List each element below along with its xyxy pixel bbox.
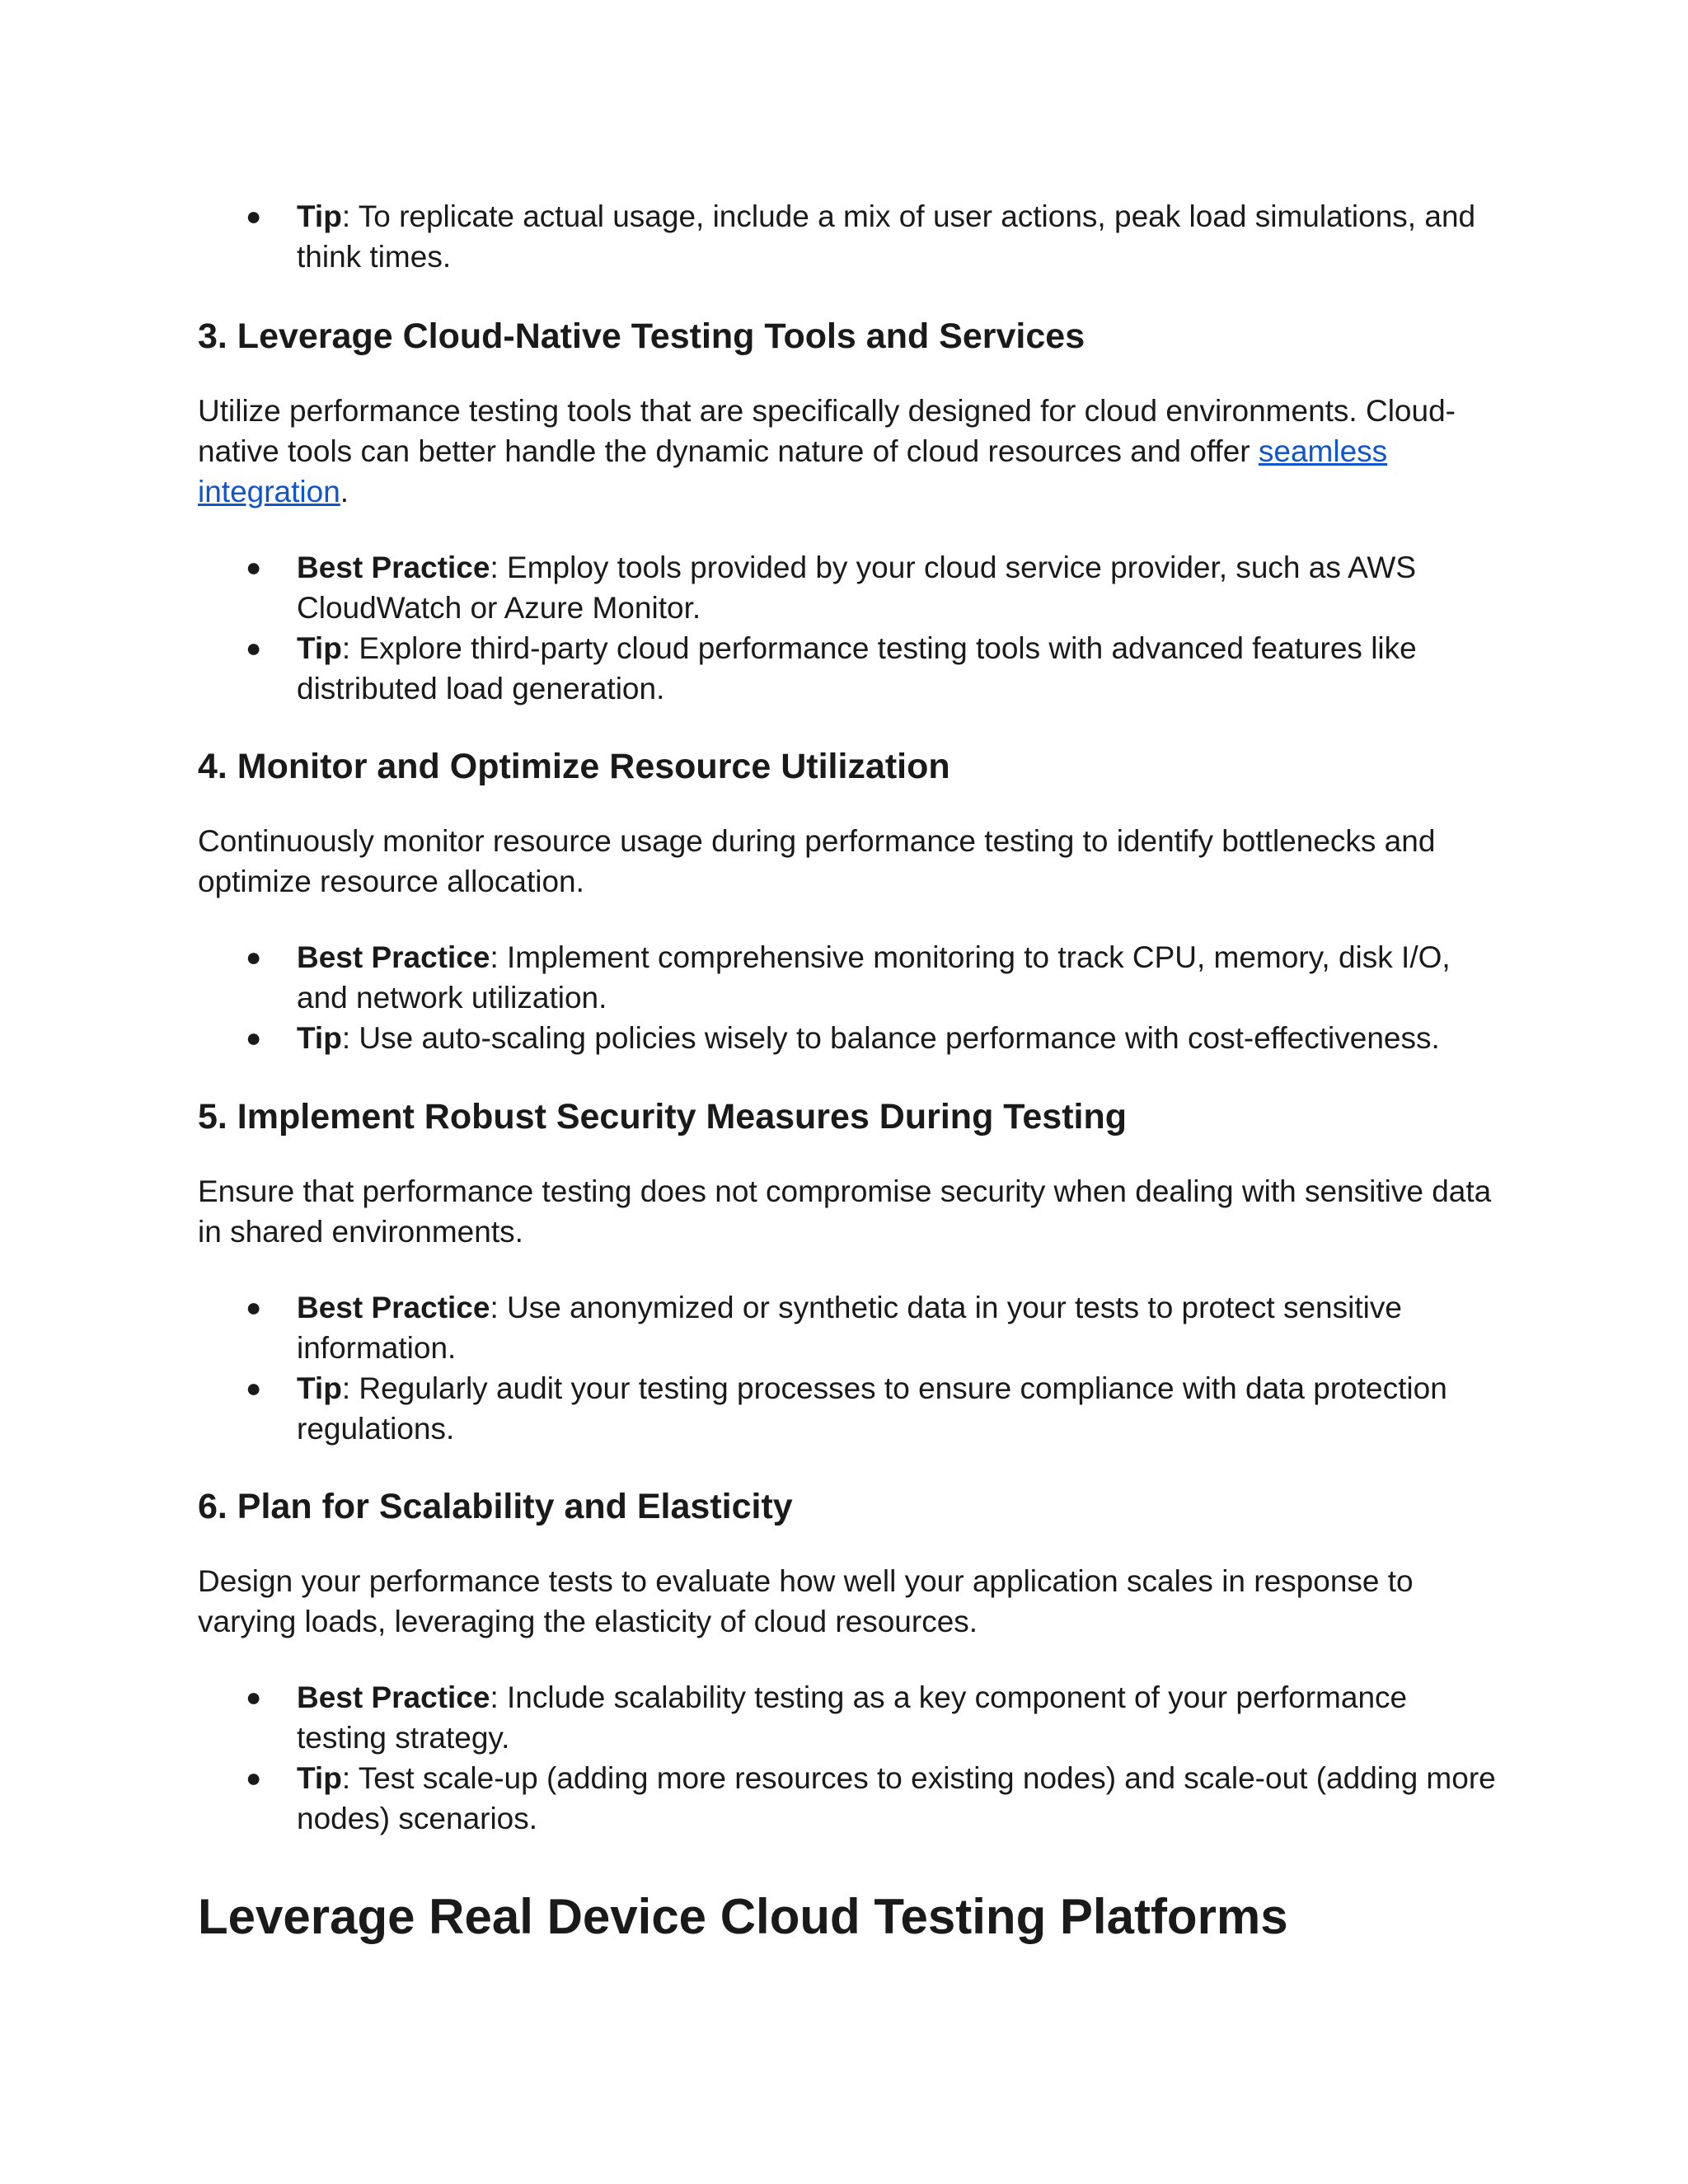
list-item <box>198 1677 1500 1758</box>
list-item <box>198 1758 1500 1839</box>
section-4-bullet-list <box>198 937 1500 1058</box>
section-3-bullet-list <box>198 547 1500 709</box>
list-item <box>198 1018 1500 1058</box>
bullet-icon: ● <box>246 633 262 663</box>
bullet-text: : Regularly audit your testing processes to ensure compliance with data protection regulations. <box>297 1371 1447 1446</box>
section-paragraph-5: Ensure that performance testing does not compromise security when dealing with sensitive data in shared environments. <box>198 1174 1492 1249</box>
list-item <box>198 628 1500 709</box>
list-item <box>198 937 1500 1018</box>
section-heading-6: 6. Plan for Scalability and Elasticity <box>198 1487 793 1526</box>
section-paragraph-6: Design your performance tests to evaluate how well your application scales in response to varying loads, leveraging the elasticity of cloud resources. <box>198 1564 1414 1638</box>
intro-bullet-list <box>198 196 1500 277</box>
bullet-label: Tip <box>297 1761 342 1795</box>
bullet-text: : To replicate actual usage, include a mix of user actions, peak load simulations, and think times. <box>297 199 1476 274</box>
list-item <box>198 1287 1500 1368</box>
bullet-icon: ● <box>246 1763 262 1793</box>
bullet-text: : Use anonymized or synthetic data in your tests to protect sensitive information. <box>297 1291 1402 1365</box>
bullet-label: Tip <box>297 1371 342 1405</box>
list-item <box>198 547 1500 628</box>
bullet-icon: ● <box>246 552 262 582</box>
paragraph-text-end: . <box>340 475 349 509</box>
section-paragraph-3 <box>198 391 1500 512</box>
section-heading-4: 4. Monitor and Optimize Resource Utilization <box>198 747 950 786</box>
section-heading-3: 3. Leverage Cloud-Native Testing Tools and Services <box>198 316 1085 356</box>
list-item <box>198 196 1500 277</box>
bullet-label: Tip <box>297 1021 342 1055</box>
section-5-bullet-list <box>198 1287 1500 1449</box>
bullet-text: : Include scalability testing as a key component of your performance testing strategy. <box>297 1680 1408 1755</box>
section-6-bullet-list <box>198 1677 1500 1839</box>
bullet-icon: ● <box>246 1373 262 1403</box>
bullet-label: Best Practice <box>297 551 490 584</box>
bullet-text: : Use auto-scaling policies wisely to balance performance with cost-effectiveness. <box>341 1021 1440 1055</box>
bullet-icon: ● <box>246 942 262 972</box>
bullet-icon: ● <box>246 1682 262 1712</box>
bullet-label: Tip <box>297 199 342 233</box>
section-paragraph-4: Continuously monitor resource usage during performance testing to identify bottlenecks and optimize resource allocation. <box>198 824 1436 898</box>
section-heading-5: 5. Implement Robust Security Measures During Testing <box>198 1097 1127 1137</box>
bullet-text: : Employ tools provided by your cloud service provider, such as AWS CloudWatch or Azure Monitor. <box>297 551 1417 625</box>
document-page <box>198 0 1500 2184</box>
bullet-label: Tip <box>297 631 342 665</box>
seamless-integration-link[interactable]: seamless integration <box>198 434 1388 509</box>
bullet-label: Best Practice <box>297 940 490 974</box>
bullet-label: Best Practice <box>297 1680 490 1714</box>
final-heading: Leverage Real Device Cloud Testing Platforms <box>198 1889 1288 1944</box>
bullet-text: : Explore third-party cloud performance testing tools with advanced features like distributed load generation. <box>297 631 1417 705</box>
bullet-icon: ● <box>246 1292 262 1322</box>
bullet-label: Best Practice <box>297 1291 490 1324</box>
list-item <box>198 1368 1500 1449</box>
bullet-text: : Test scale-up (adding more resources to existing nodes) and scale-out (adding more nodes) scenarios. <box>297 1761 1496 1835</box>
bullet-text: : Implement comprehensive monitoring to track CPU, memory, disk I/O, and network utilization. <box>297 940 1451 1015</box>
bullet-icon: ● <box>246 201 262 231</box>
paragraph-text: Utilize performance testing tools that are specifically designed for cloud environments. Cloud-native tools can better handle the dynamic nature of cloud resources and offer <box>198 394 1456 468</box>
bullet-icon: ● <box>246 1023 262 1052</box>
